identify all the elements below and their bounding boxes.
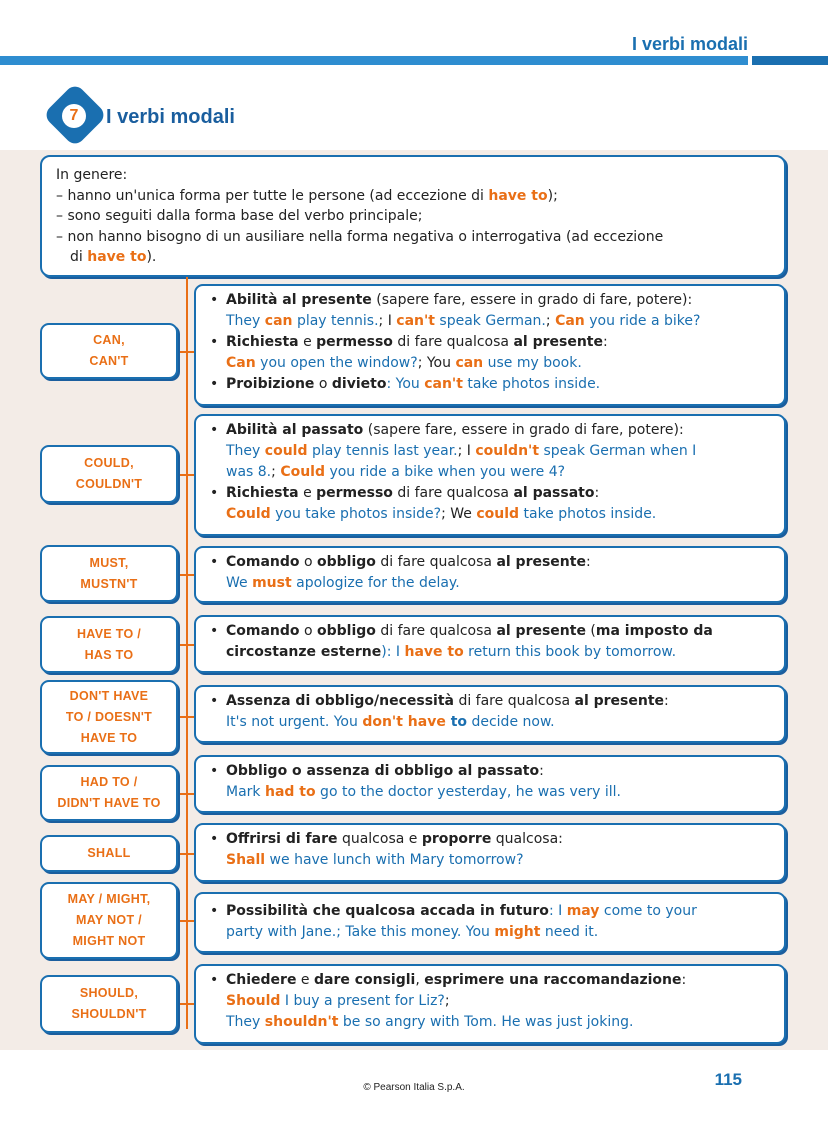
rule-text: di fare qualcosa [454,693,575,709]
intro-text: ); [547,187,558,204]
connector [178,920,194,922]
label-line: MUST, [89,555,129,570]
modal-word: have to [404,644,464,660]
example-text: you ride a bike? [584,313,701,329]
example-text: speak German. [434,313,546,329]
box-shall [194,823,786,882]
rule-text: : [681,972,687,988]
rule-text: qualcosa: [491,831,563,847]
separator: ; [271,464,281,480]
rule-row [208,970,774,991]
modal-word: can't [396,313,435,329]
example-text: you ride a bike when you were 4? [325,464,566,480]
modal-word-to: to [445,714,468,730]
label-line: MUSTN'T [80,576,138,591]
example-text: I buy a present for Liz? [280,993,445,1009]
rule-row [208,761,774,782]
intro-box [40,155,786,277]
box-may-might [194,892,786,953]
label-must [40,545,178,602]
example-line [208,712,774,733]
bullet: • [210,485,219,501]
header-bar [0,56,748,65]
example-line [208,311,774,332]
rule-text: di fare qualcosa [375,554,497,570]
header-bar-accent [752,56,828,65]
separator: ; [545,313,556,329]
chapter-title: I verbi modali [106,106,235,128]
modal-word: Could [280,464,325,480]
separator: ; You [417,355,456,371]
example-text: play tennis last year. [307,443,458,459]
rule-row [208,621,774,642]
label-line: TO / DOESN'T [65,709,153,724]
rule-text: di fare qualcosa [375,623,497,639]
connector [178,1003,194,1005]
modal-word: Can [555,313,585,329]
connector [178,644,194,646]
modal-word: Should [226,993,281,1009]
rule-text: (sapere fare, essere in grado di fare, potere): [371,292,693,308]
rule-keyword: ma imposto da [595,623,713,639]
example-text: decide now. [467,714,555,730]
rule-keyword: dare consigli [313,972,416,988]
bullet: • [210,554,219,570]
rule-keyword: permesso [316,334,393,350]
bullet: • [210,376,219,392]
label-line: CAN'T [89,354,129,368]
example-text: Mark [226,784,265,800]
example-text: be so angry with Tom. He was just joking. [338,1014,634,1030]
rule-keyword: al presente [496,623,586,639]
rule-text: di fare qualcosa [392,485,514,501]
separator: ; [444,993,450,1009]
example-text: we have lunch with Mary tomorrow? [265,852,524,868]
bullet: • [210,903,219,919]
modal-word: could [476,506,520,522]
rule-keyword: Abilità al passato [226,422,364,438]
rule-row [208,691,774,712]
rule-keyword: obbligo [317,623,376,639]
example-text: come to your [599,903,697,919]
example-line [208,991,774,1012]
page-number: 115 [714,1070,742,1089]
example-line [208,850,774,871]
label-line: COULD, [84,456,134,470]
modal-word: Can [226,355,256,371]
modal-word: Could [226,506,271,522]
intro-line: – sono seguiti dalla forma base del verbo principale; [56,208,423,224]
connector [178,853,194,855]
connector [178,474,194,476]
label-line: CAN, [93,333,125,347]
rule-keyword: al presente [496,554,586,570]
box-can [194,284,786,406]
bullet: • [210,334,219,350]
rule-keyword: Comando [226,623,300,639]
rule-text: : [594,485,600,501]
chapter-number: 7 [62,104,86,128]
example-line [208,573,774,594]
example-text: ): I [381,644,405,660]
rule-text: o [299,554,318,570]
intro-line [56,186,770,207]
label-line: MAY / MIGHT, [67,892,151,906]
label-could [40,445,178,503]
separator: ; We [441,506,477,522]
label-line: COULDN'T [75,477,143,491]
example-text: you open the window? [255,355,418,371]
rule-text: ( [585,623,596,639]
label-line: MAY NOT / [76,913,142,927]
label-line: SHALL [87,846,131,860]
connector [178,716,194,718]
example-text: use my book. [483,355,582,371]
example-text: : I [548,903,567,919]
example-text: speak German when I [539,443,697,459]
modal-word: Shall [226,852,266,868]
modal-word: shouldn't [264,1014,339,1030]
example-line [208,462,774,483]
rule-keyword: al presente [513,334,603,350]
example-text: We [226,575,253,591]
rule-row [208,332,774,353]
example-text: need it. [540,924,599,940]
intro-line [56,247,770,268]
modal-word: couldn't [475,443,540,459]
modal-word: can [264,313,293,329]
bullet: • [210,763,219,779]
rule-text: : [664,693,669,709]
example-text: They [226,1014,265,1030]
rule-keyword: Proibizione [226,376,315,392]
intro-text: di [70,249,88,265]
rule-keyword: Possibilità che qualcosa accada in futuro [226,903,549,919]
rule-keyword: al presente [574,693,665,709]
rule-keyword: esprimere una raccomandazione [424,972,682,988]
example-line [208,353,774,374]
rule-keyword: Comando [226,554,300,570]
box-should [194,964,786,1044]
rule-keyword: Abilità al presente [226,292,372,308]
rule-row-cont [208,642,774,663]
connector-spine [186,277,188,1029]
example-text: ; Take this money. You [336,924,495,940]
label-may-might [40,882,178,959]
bullet: • [210,292,219,308]
rule-row [208,290,774,311]
rule-text: : [539,763,544,779]
box-have-to [194,615,786,673]
example-text: They [226,443,265,459]
box-could [194,414,786,536]
example-text: you take photos inside? [270,506,442,522]
label-line: SHOULD, [79,986,139,1000]
rule-keyword: Richiesta [226,334,299,350]
label-line: MIGHT NOT [72,934,146,948]
bullet: • [210,831,219,847]
connector [178,351,194,353]
label-shall [40,835,178,872]
example-text: return this book by tomorrow. [463,644,677,660]
label-can [40,323,178,379]
modal-word: had to [264,784,316,800]
modal-word: may [566,903,600,919]
rule-text: e [298,334,317,350]
intro-line: – non hanno bisogno di un ausiliare nella forma negativa o interrogativa (ad eccezione [56,228,664,245]
label-line: HAD TO / [80,775,138,789]
bullet: • [210,422,219,438]
intro-keyword: have to [488,187,548,204]
intro-text: ). [146,249,157,265]
rule-text: e [298,485,317,501]
label-had-to [40,765,178,821]
label-line: SHOULDN'T [71,1007,147,1021]
box-dont-have-to [194,685,786,743]
rule-keyword: Offrirsi di fare [226,831,338,847]
rule-text: qualcosa e [337,831,422,847]
modal-word: might [494,924,541,940]
label-line: HAVE TO [80,730,138,745]
example-text: take photos inside. [519,506,657,522]
rule-row [208,552,774,573]
rule-keyword: divieto [331,376,387,392]
rule-keyword: al passato [513,485,595,501]
modal-word: must [252,575,292,591]
rule-row [208,898,774,922]
label-line: HAVE TO / [76,626,142,641]
rule-keyword: proporre [421,831,492,847]
label-have-to [40,616,178,673]
running-header-title: I verbi modali [631,34,748,54]
example-text: play tennis. [292,313,379,329]
example-text: It's not urgent. You [226,714,363,730]
copyright: © Pearson Italia S.p.A. [363,1082,465,1093]
intro-keyword: have to [87,249,147,265]
example-line [208,782,774,803]
rule-text: o [314,376,332,392]
example-text: They [226,313,265,329]
label-dont-have-to [40,680,178,754]
modal-word: can [455,355,484,371]
box-had-to [194,755,786,813]
rule-text: e [296,972,314,988]
label-should [40,975,178,1033]
bullet: • [210,972,219,988]
rule-row [208,420,774,441]
rule-keyword: circostanze esterne [226,644,382,660]
separator: ; I [378,313,397,329]
connector [178,793,194,795]
rule-text: (sapere fare, essere in grado di fare, potere): [363,422,684,438]
bullet: • [210,623,219,639]
example-text: : You [386,376,425,392]
separator: ; I [457,443,476,459]
rule-keyword: Richiesta [226,485,299,501]
example-line [208,922,774,943]
rule-keyword: obbligo [317,554,376,570]
rule-text: , [415,972,425,988]
rule-text: o [299,623,318,639]
rule-row [208,483,774,504]
label-line: HAS TO [84,647,134,662]
connector [178,574,194,576]
rule-keyword: Assenza di obbligo/necessità [226,693,454,709]
rule-text: : [585,554,591,570]
example-line [208,441,774,462]
intro-line: In genere: [56,167,128,183]
box-must [194,546,786,603]
rule-keyword: permesso [316,485,393,501]
rule-row [208,829,774,850]
rule-row [208,374,774,395]
modal-word: can't [424,376,463,392]
intro-text: – hanno un'unica forma per tutte le persone (ad eccezione di [56,187,489,204]
example-text: take photos inside. [462,376,601,392]
label-line: DON'T HAVE [69,688,149,703]
modal-word: don't have [362,714,446,730]
rule-keyword: Chiedere [226,972,297,988]
example-line [208,504,774,525]
example-text: apologize for the delay. [291,575,460,591]
label-line: DIDN'T HAVE TO [57,796,161,810]
rule-text: di fare qualcosa [392,334,514,350]
rule-text: : [602,334,608,350]
bullet: • [210,693,219,709]
modal-word: could [264,443,308,459]
example-text: party with Jane. [226,924,337,940]
example-text: go to the doctor yesterday, he was very ill. [315,784,621,800]
example-line [208,1012,774,1033]
rule-keyword: Obbligo o assenza di obbligo al passato [226,763,540,779]
example-text: was 8. [226,464,272,480]
